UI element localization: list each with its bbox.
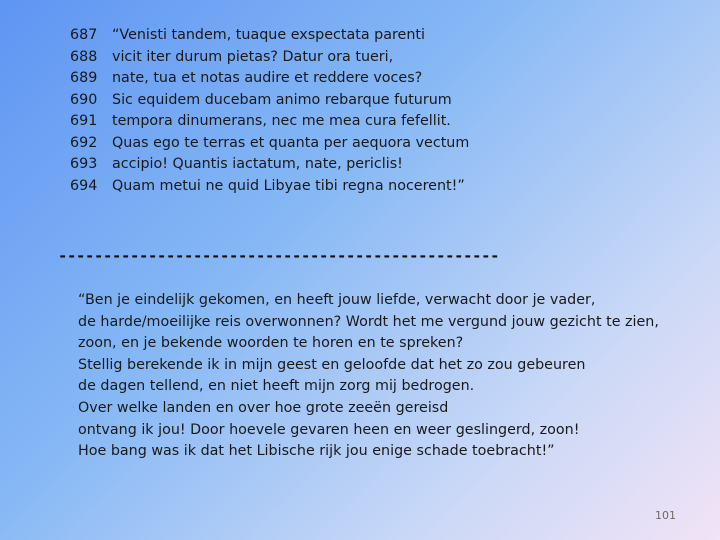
translation-line: zoon, en je bekende woorden te horen en te spreken? — [78, 335, 464, 352]
line-number: 692 — [70, 134, 98, 151]
translation-line: Over welke landen en over hoe grote zeeën gereisd — [78, 399, 449, 416]
line-number: 694 — [70, 177, 98, 194]
latin-line — [70, 133, 469, 155]
line-number: 687 — [70, 27, 98, 43]
latin-line — [70, 111, 469, 133]
translation-line: Hoe bang was ik dat het Libische rijk jou enige schade toebracht!” — [78, 443, 555, 460]
translation-line: “Ben je eindelijk gekomen, en heeft jouw liefde, verwacht door je vader, — [78, 292, 596, 308]
dutch-translation — [78, 290, 659, 463]
line-number: 690 — [70, 91, 98, 108]
translation-line: de harde/moeilijke reis overwonnen? Wordt het me vergund jouw gezicht te zien, — [78, 313, 659, 330]
translation-line: de dagen tellend, en niet heeft mijn zorg mij bedrogen. — [78, 378, 475, 395]
dashed-divider: ------------------------------------------------- — [58, 247, 500, 265]
translation-line: Stellig berekende ik in mijn geest en geloofde dat het zo zou gebeuren — [78, 356, 586, 373]
line-text: nate, tua et notas audire et reddere voces? — [112, 70, 423, 86]
latin-line — [70, 25, 469, 47]
line-text: accipio! Quantis iactatum, nate, periclis! — [112, 156, 403, 172]
line-number: 691 — [70, 113, 98, 129]
line-number: 689 — [70, 70, 98, 86]
latin-line — [70, 176, 469, 198]
latin-line — [70, 90, 469, 112]
line-text: “Venisti tandem, tuaque exspectata parenti — [112, 27, 425, 43]
page-number: 101 — [655, 509, 676, 522]
latin-passage — [70, 25, 469, 197]
line-text: Quas ego te terras et quanta per aequora vectum — [112, 134, 470, 151]
line-text: Sic equidem ducebam animo rebarque futurum — [112, 91, 452, 108]
latin-line — [70, 47, 469, 69]
line-number: 693 — [70, 156, 98, 172]
latin-line — [70, 68, 469, 90]
latin-line — [70, 154, 469, 176]
line-text: Quam metui ne quid Libyae tibi regna nocerent!” — [112, 177, 465, 194]
line-text: tempora dinumerans, nec me mea cura fefellit. — [112, 113, 451, 129]
translation-line: ontvang ik jou! Door hoevele gevaren heen en weer geslingerd, zoon! — [78, 421, 580, 438]
line-text: vicit iter durum pietas? Datur ora tueri, — [112, 48, 394, 65]
line-number: 688 — [70, 48, 98, 65]
